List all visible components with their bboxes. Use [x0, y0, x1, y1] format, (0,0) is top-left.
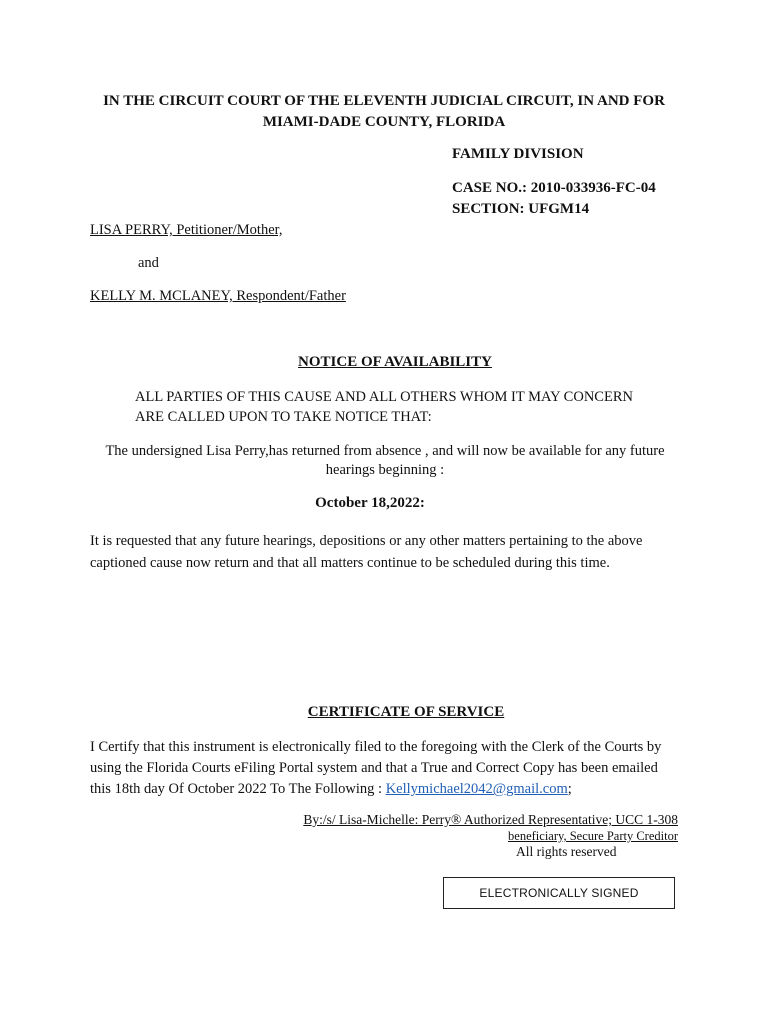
parties-notice [135, 387, 695, 427]
availability-line-1: The undersigned Lisa Perry,has returned from absence , and will now be available for any future [105, 443, 665, 459]
notice-title: NOTICE OF AVAILABILITY [298, 354, 492, 370]
availability-line-2: hearings beginning : [325, 462, 445, 478]
parties-notice-line-2: ARE CALLED UPON TO TAKE NOTICE THAT: [135, 409, 432, 425]
case-number: CASE NO.: 2010-033936-FC-04 [452, 180, 656, 196]
availability-statement [80, 442, 690, 480]
electronically-signed-label: ELECTRONICALLY SIGNED [479, 886, 639, 900]
respondent-name: KELLY M. MCLANEY, Respondent/Father [90, 288, 346, 304]
parties-notice-line-1: ALL PARTIES OF THIS CAUSE AND ALL OTHERS WHOM IT MAY CONCERN [135, 389, 633, 405]
certificate-text-end: ; [567, 781, 572, 797]
request-paragraph: It is requested that any future hearings, depositions or any other matters pertaining to the above captioned cause now return and that all matters continue to be scheduled during this time. [90, 533, 643, 571]
electronically-signed-box [443, 877, 675, 909]
email-link[interactable]: Kellymichael2042@gmail.com [385, 781, 568, 797]
section-number: SECTION: UFGM14 [452, 201, 590, 217]
court-header [60, 91, 708, 133]
and-conjunction: and [138, 255, 159, 271]
rights-reserved: All rights reserved [516, 844, 617, 859]
signature-line: By:/s/ Lisa-Michelle: Perry® Authorized Representative; UCC 1-308 [303, 812, 678, 827]
division-label: FAMILY DIVISION [452, 146, 584, 162]
availability-date: October 18,2022: [315, 495, 425, 511]
certificate-title: CERTIFICATE OF SERVICE [307, 704, 505, 720]
petitioner-name: LISA PERRY, Petitioner/Mother, [90, 222, 283, 238]
certificate-paragraph [90, 737, 680, 800]
court-header-line-1: IN THE CIRCUIT COURT OF THE ELEVENTH JUDICIAL CIRCUIT, IN AND FOR [103, 93, 665, 109]
court-header-line-2: MIAMI-DADE COUNTY, FLORIDA [262, 114, 506, 130]
certificate-text: I Certify that this instrument is electronically filed to the foregoing with the Clerk of the Courts by using the Florida Courts eFiling Portal system and that a True and Correct Copy has been emailed this 18th day Of October 2022 To The Following : [90, 739, 662, 797]
beneficiary-line: beneficiary, Secure Party Creditor [508, 829, 678, 843]
